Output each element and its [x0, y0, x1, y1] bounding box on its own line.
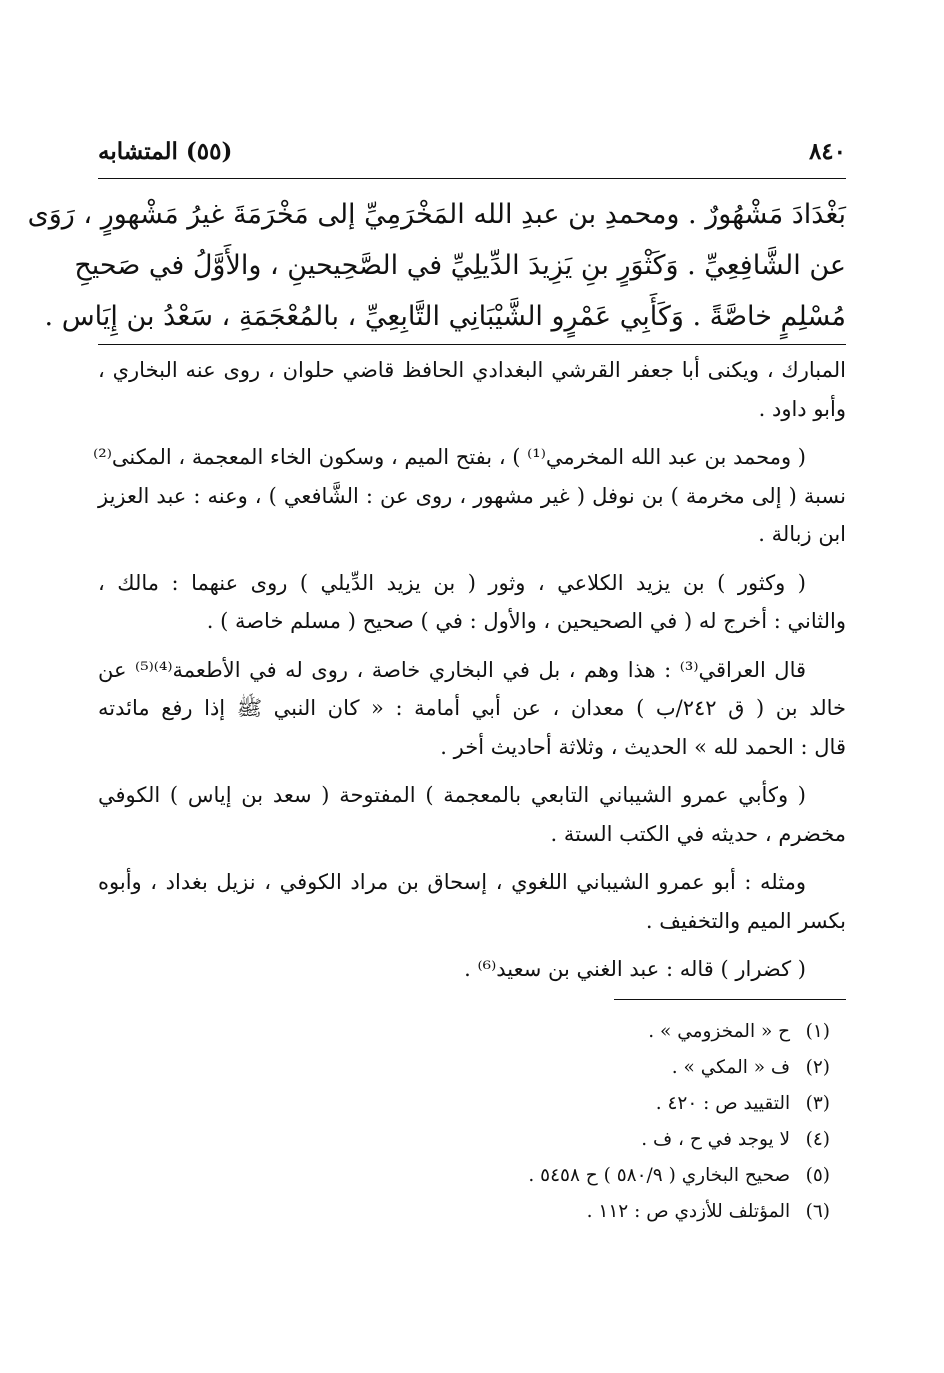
matn-line: مُسْلِمٍ خاصَّةً . وَكَأَبِي عَمْرٍو الشَّيْبَانِي التَّابِعِيِّ ، بالمُعْجَمَةِ ، سَعْدُ بن إِيَاس . [98, 291, 846, 345]
footnote-number: (٥) [805, 1164, 830, 1186]
book-page [27, 138, 846, 1230]
page-number: ٨٤٠ [808, 138, 846, 165]
commentary-line: ومثله : أبو عمرو الشيباني اللغوي ، إسحاق بن مراد الكوفي ، نزيل بغداد ، وأبوه [98, 870, 806, 894]
commentary-line: بكسر الميم والتخفيف . [645, 908, 846, 933]
commentary-line: مخضرم ، حديثه في الكتب الستة . [550, 821, 846, 846]
footnote-text: المؤتلف للأزدي ص : ١١٢ . [586, 1200, 791, 1222]
commentary-line: خالد بن ( ق ٢٤٢/ب ) معدان ، عن أبي أمامة : « كان النبي ﷺ إذا رفع مائدته [98, 696, 846, 720]
footnote [98, 1158, 830, 1194]
commentary-line: وأبو داود . [758, 396, 846, 421]
commentary-text [93, 351, 846, 989]
commentary-line: المبارك ، ويكنى أبا جعفر القرشي البغدادي الحافظ قاضي حلوان ، روى عنه البخاري ، [98, 358, 846, 382]
footnotes [98, 1014, 846, 1230]
commentary-line: قال العراقي⁽³⁾ : هذا وهم ، بل في البخاري خاصة ، روى له في الأطعمة⁽⁴⁾⁽⁵⁾ عن [98, 657, 807, 682]
footnote-text: لا يوجد في ح ، ف . [641, 1128, 791, 1150]
commentary-line: ابن زبالة . [758, 522, 846, 546]
footnote [98, 1194, 830, 1230]
footnote [98, 1122, 830, 1158]
matn-line: بَغْدَادَ مَشْهُورٌ . ومحمدِ بن عبدِ الله المَخْرَمِيِّ إلى مَخْرَمَةَ غيرُ مَشْهورٍ ، رَوَى [27, 199, 846, 230]
commentary-line: ( وكثور ) بن يزيد الكلاعي ، وثور ( بن يزيد الدِّيلي ) روى عنهما : مالك ، [98, 570, 806, 595]
footnote-text: التقييد ص : ٤٢٠ . [655, 1092, 791, 1114]
matn-line: عن الشَّافِعِيِّ . وَكَثْوَرٍ بنِ يَزِيدَ الدِّيلِيِّ في الصَّحِيحينِ ، والأَوَّلُ في صَحيحِ [74, 250, 846, 281]
section-title: (٥٥) المتشابه [98, 138, 233, 165]
commentary-paragraph [98, 564, 846, 641]
commentary-paragraph [93, 438, 846, 554]
commentary-line: ( كضرار ) قاله : عبد الغني بن سعيد⁽⁶⁾ . [464, 957, 806, 981]
footnote [98, 1050, 830, 1086]
commentary-paragraph [98, 651, 846, 767]
footnote-number: (٣) [805, 1092, 830, 1114]
footnote-number: (٤) [805, 1128, 830, 1150]
commentary-line: نسبة ( إلى مخرمة ) بن نوفل ( غير مشهور ، روى عن : الشَّافعي ) ، وعنه : عبد العزيز [98, 483, 846, 508]
footnote-number: (١) [805, 1020, 830, 1042]
footnote-text: ف « المكي » . [671, 1056, 791, 1078]
footnote-divider [614, 999, 846, 1000]
commentary-paragraph [98, 351, 846, 428]
footnote-number: (٦) [805, 1200, 830, 1222]
commentary-paragraph [98, 776, 846, 853]
running-head [98, 138, 846, 179]
matn-text [27, 189, 846, 345]
footnote-text: ح « المخزومي » . [648, 1020, 791, 1042]
commentary-line: ( وكأبي عمرو الشيباني التابعي بالمعجمة ) المفتوحة ( سعد بن إياس ) الكوفي [98, 783, 806, 807]
commentary-line: قال : الحمد لله » الحديث ، وثلاثة أحاديث أخر . [440, 734, 846, 759]
commentary-paragraph [98, 950, 846, 989]
footnote [98, 1086, 830, 1122]
footnote-text: صحيح البخاري ( ٥٨٠/٩ ) ح ٥٤٥٨ . [528, 1164, 791, 1186]
commentary-line: ( ومحمد بن عبد الله المخرمي⁽¹⁾ ) ، بفتح الميم ، وسكون الخاء المعجمة ، المكنى⁽²⁾ [93, 445, 806, 469]
commentary-line: والثاني : أخرج له ( في الصحيحين ، والأول : في ) صحيح ( مسلم خاصة ) . [206, 609, 846, 633]
footnote-number: (٢) [805, 1056, 830, 1078]
commentary-paragraph [98, 863, 846, 940]
footnote [98, 1014, 830, 1050]
